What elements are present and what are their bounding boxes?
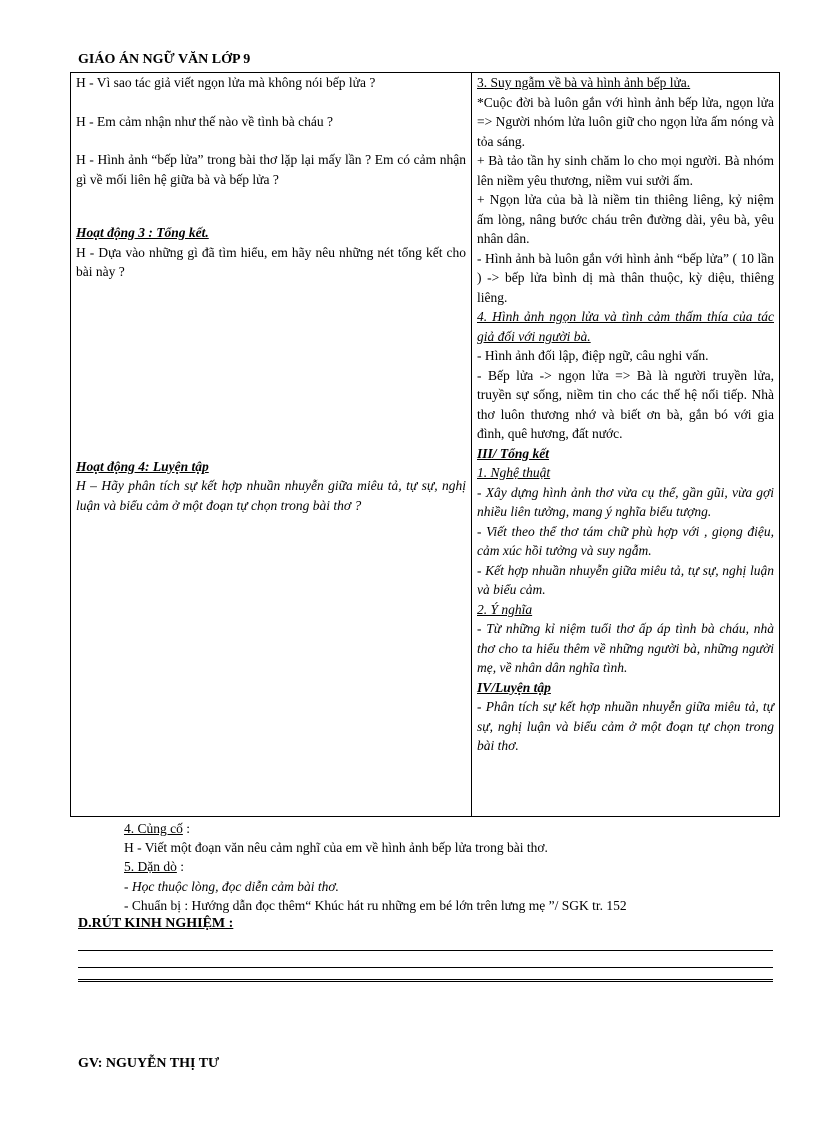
art-para-3: - Kết hợp nhuần nhuyễn giữa miêu tả, tự sự, nghị luận và biểu cảm. xyxy=(477,562,774,597)
section-3-title: 3. Suy ngẫm về bà và hình ảnh bếp lửa. xyxy=(477,75,691,90)
question-2: H - Em cảm nhận như thế nào về tình bà cháu ? xyxy=(76,113,333,129)
activity-3-question: H - Dựa vào những gì đã tìm hiểu, em hãy nêu những nét tổng kết cho bài này ? xyxy=(76,244,466,279)
consolidation-text: H - Viết một đoạn văn nêu cảm nghĩ của em về hình ảnh bếp lửa trong bài thơ. xyxy=(124,840,548,855)
consolidation-heading xyxy=(124,819,190,839)
art-para-1: - Xây dựng hình ảnh thơ vừa cụ thể, gần gũi, vừa gợi nhiều liên tưởng, mang ý nghĩa biểu tượng. xyxy=(477,484,774,519)
section-3-para-4: - Hình ảnh bà luôn gắn với hình ảnh “bếp lửa” ( 10 lần ) -> bếp lửa bình dị mà thân thuộc, kỳ diệu, thiêng liêng. xyxy=(477,250,774,305)
consolidation-title: 4. Củng cố xyxy=(124,821,183,836)
lesson-table xyxy=(70,72,780,817)
summary-title: III/ Tổng kết xyxy=(477,445,550,461)
teacher-activity-column xyxy=(71,73,472,817)
section-3-para-3: + Ngọn lửa của bà là niềm tin thiêng liêng, kỷ niệm ấm lòng, nâng bước cháu trên đường dài, yêu bà, yêu nhân dân. xyxy=(477,192,774,246)
section-4-para-1: - Hình ảnh đối lập, điệp ngữ, câu nghi vấn. xyxy=(477,348,709,363)
consolidation-colon: : xyxy=(182,821,191,836)
document-header: GIÁO ÁN NGỮ VĂN LỚP 9 xyxy=(78,52,251,67)
section-4-title: 4. Hình ảnh ngọn lửa và tình cảm thấm thía của tác giả đối với người bà. xyxy=(477,309,774,344)
activity-3-title: Hoạt động 3 : Tổng kết. xyxy=(76,225,209,240)
homework-item-1: - Học thuộc lòng, đọc diễn cảm bài thơ. xyxy=(124,879,339,894)
section-4-para-2: - Bếp lửa -> ngọn lửa => Bà là người truyền lửa, truyền sự sống, niềm tin cho các thế hệ nối tiếp. Nhà thơ luôn thương nhớ và biết ơn bà, gắn bó với gia đình, quê hương, đất nước. xyxy=(477,367,774,441)
homework-heading xyxy=(124,857,184,877)
meaning-title: 2. Ý nghĩa xyxy=(477,601,533,617)
homework-colon: : xyxy=(176,859,185,874)
practice-para-1: - Phân tích sự kết hợp nhuần nhuyễn giữa miêu tả, tự sự, nghị luận và biểu cảm ở một đoạn tự chọn trong bài thơ. xyxy=(477,699,774,753)
ruled-line xyxy=(78,979,773,982)
homework-item-2: - Chuẩn bị : Hướng dẫn đọc thêm“ Khúc hát ru những em bé lớn trên lưng mẹ ”/ SGK tr. 152 xyxy=(124,898,627,913)
homework-title: 5. Dặn dò xyxy=(124,859,177,874)
section-3-para-1: *Cuộc đời bà luôn gắn với hình ảnh bếp lửa, ngọn lửa => Người nhóm lửa luôn giữ cho ngọn lửa ấm nóng và tỏa sáng. xyxy=(477,94,774,149)
content-column xyxy=(472,73,780,817)
art-para-2: - Viết theo thể thơ tám chữ phù hợp với , giọng điệu, cảm xúc hồi tưởng và suy ngẫm. xyxy=(477,523,774,558)
activity-4-title: Hoạt động 4: Luyện tập xyxy=(76,458,209,474)
activity-4-question: H – Hãy phân tích sự kết hợp nhuần nhuyễn giữa miêu tả, tự sự, nghị luận và biểu cảm ở một đoạn tự chọn trong bài thơ ? xyxy=(76,478,466,513)
art-title: 1. Nghệ thuật xyxy=(477,465,551,480)
practice-title: IV/Luyện tập xyxy=(477,679,551,695)
meaning-para-1: - Từ những kỉ niệm tuổi thơ ấp áp tình bà cháu, nhà thơ cho ta hiểu thêm về những người bà, những người mẹ, về nhân dân nghĩa tình. xyxy=(477,621,774,675)
question-1: H - Vì sao tác giả viết ngọn lửa mà không nói bếp lửa ? xyxy=(76,75,376,90)
lesson-review-title: D.RÚT KINH NGHIỆM : xyxy=(78,916,234,931)
ruled-line xyxy=(78,967,773,968)
ruled-line xyxy=(78,950,773,951)
question-3: H - Hình ảnh “bếp lửa” trong bài thơ lặp lại mấy lần ? Em có cảm nhận gì về mối liên hệ giữa bà và bếp lửa ? xyxy=(76,152,466,187)
section-3-para-2: + Bà tảo tần hy sinh chăm lo cho mọi người. Bà nhóm lên niềm yêu thương, niềm vui sưởi ấm. xyxy=(477,153,774,188)
teacher-name: GV: NGUYỄN THỊ TƯ xyxy=(78,1056,220,1071)
